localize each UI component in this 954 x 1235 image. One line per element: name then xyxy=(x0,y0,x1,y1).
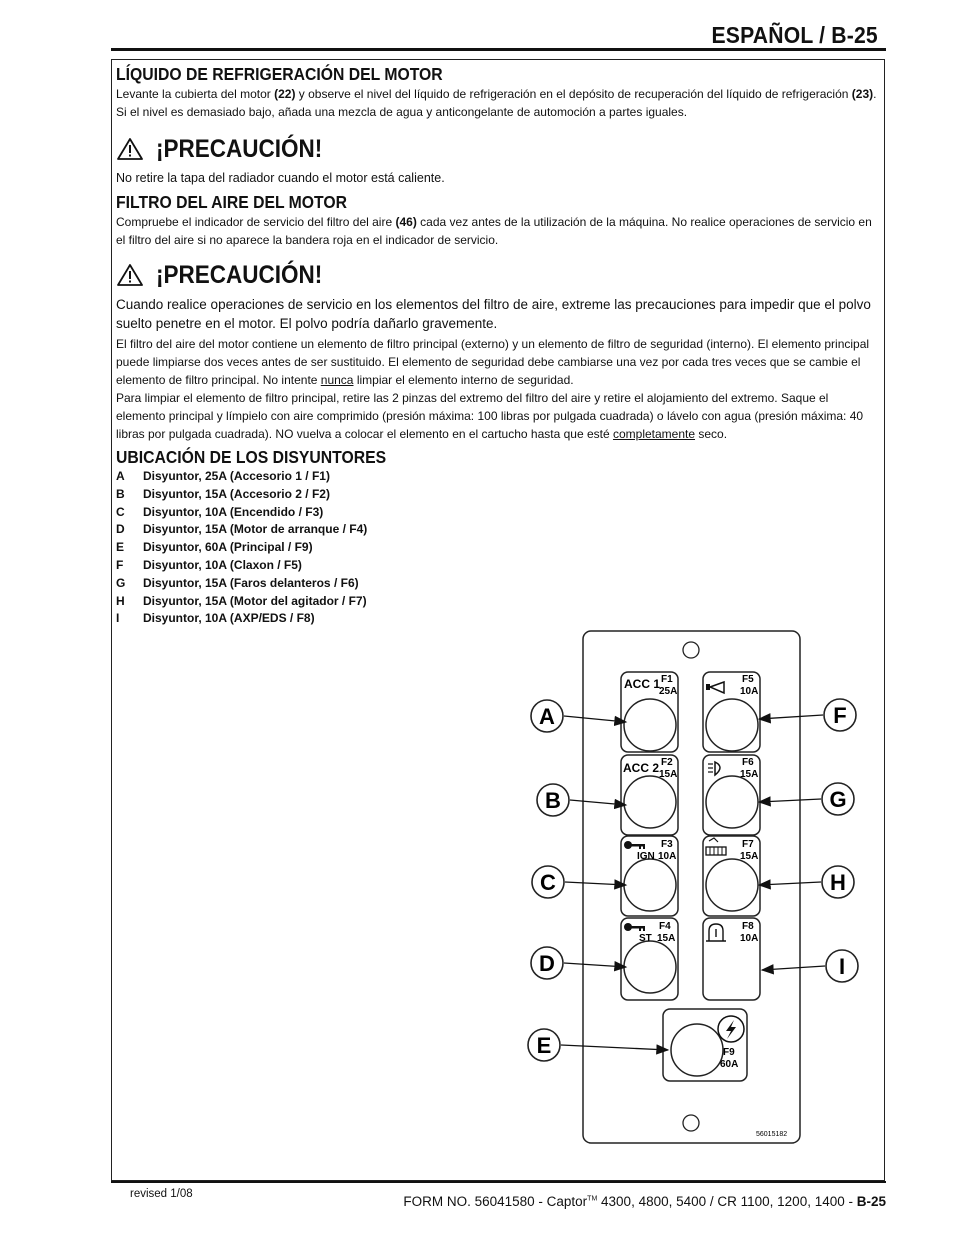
header-rule xyxy=(111,48,886,51)
list-item: I Disyuntor, 10A (AXP/EDS / F8) xyxy=(116,611,315,626)
page-title: ESPAÑOL / B-25 xyxy=(711,22,878,48)
list-item: E Disyuntor, 60A (Principal / F9) xyxy=(116,540,313,555)
coolant-heading: LÍQUIDO DE REFRIGERACIÓN DEL MOTOR xyxy=(116,64,443,84)
svg-text:H: H xyxy=(830,870,846,895)
svg-text:ST: ST xyxy=(639,933,652,944)
svg-text:G: G xyxy=(829,787,847,812)
svg-text:D: D xyxy=(539,951,555,976)
svg-text:10A: 10A xyxy=(740,686,759,697)
caution-title: ¡PRECAUCIÓN! xyxy=(156,260,323,289)
form-number: FORM NO. 56041580 - Captor™ 4300, 4800, 5400 / CR 1100, 1200, 1400 - B-25 xyxy=(403,1194,886,1209)
svg-text:25A: 25A xyxy=(659,686,678,697)
svg-text:A: A xyxy=(539,704,555,729)
svg-text:60A: 60A xyxy=(720,1059,739,1070)
revision-note: revised 1/08 xyxy=(130,1188,193,1200)
list-item: C Disyuntor, 10A (Encendido / F3) xyxy=(116,504,324,519)
warning-icon xyxy=(116,137,144,161)
svg-text:15A: 15A xyxy=(657,933,676,944)
part-number: 56015182 xyxy=(756,1131,788,1138)
caution-2 xyxy=(116,255,878,295)
caution-title: ¡PRECAUCIÓN! xyxy=(156,134,323,163)
caution-1-text: No retire la tapa del radiador cuando el motor está caliente. xyxy=(116,171,445,185)
svg-text:B: B xyxy=(545,788,561,813)
svg-text:ACC 1: ACC 1 xyxy=(624,677,661,691)
footer-rule xyxy=(111,1181,886,1183)
svg-text:F4: F4 xyxy=(659,921,671,932)
filter-paragraph: El filtro del aire del motor contiene un elemento de filtro principal (externo) y un elemento de filtro de seguridad (interno). El elemento principal puede limpiarse dos veces antes de ser sustituido. El elemento de seguridad debe cambiarse una vez por cada tres veces que se cambie el elemento de filtro principal. No intente nunca limpiar el elemento interno de seguridad. xyxy=(116,337,870,387)
svg-text:15A: 15A xyxy=(740,769,759,780)
svg-text:F2: F2 xyxy=(661,757,673,768)
svg-text:10A: 10A xyxy=(740,933,759,944)
svg-text:F3: F3 xyxy=(661,839,673,850)
list-item: A Disyuntor, 25A (Accesorio 1 / F1) xyxy=(116,469,330,483)
svg-text:15A: 15A xyxy=(659,769,678,780)
list-item: D Disyuntor, 15A (Motor de arranque / F4) xyxy=(116,522,368,537)
breaker-panel-diagram xyxy=(520,625,865,1150)
svg-text:15A: 15A xyxy=(740,851,759,862)
breaker-f1 xyxy=(621,672,678,752)
breaker-list xyxy=(116,468,878,628)
caution-2-text: Cuando realice operaciones de servicio en los elementos del filtro de aire, extreme las precauciones para impedir que el polvo suelto penetre en el motor. El polvo podría dañarlo gravemente. xyxy=(116,297,871,331)
cleaning-paragraph: Para limpiar el elemento de filtro principal, retire las 2 pinzas del extremo del filtro del aire y retire el alojamiento del extremo. Saque el elemento principal y límpielo con aire comprimido (presión máxima: 100 libras por pulgada cuadrada) o lávelo con agua (presión máxima: 40 libras por pulgada cuadrada). NO vuelva a colocar el elemento en el cartucho hasta que esté completamente seco. xyxy=(116,391,864,441)
svg-text:F5: F5 xyxy=(742,674,754,685)
svg-text:F: F xyxy=(833,703,847,728)
caution-1 xyxy=(116,129,878,169)
svg-text:F9: F9 xyxy=(723,1047,735,1058)
svg-text:E: E xyxy=(536,1033,552,1058)
list-item: G Disyuntor, 15A (Faros delanteros / F6) xyxy=(116,575,359,590)
svg-text:F1: F1 xyxy=(661,674,673,685)
list-item: F Disyuntor, 10A (Claxon / F5) xyxy=(116,557,302,572)
svg-text:F7: F7 xyxy=(742,839,754,850)
svg-text:I: I xyxy=(838,954,846,979)
warning-icon xyxy=(116,263,144,287)
svg-text:IGN: IGN xyxy=(637,851,655,862)
svg-text:10A: 10A xyxy=(658,851,677,862)
page-content xyxy=(116,62,878,628)
svg-text:ACC 2: ACC 2 xyxy=(623,761,660,775)
svg-text:F8: F8 xyxy=(742,921,754,932)
svg-text:C: C xyxy=(540,870,556,895)
coolant-text: Levante la cubierta del motor (22) y observe el nivel del líquido de refrigeración en el depósito de recuperación del líquido de refrigeración (23). Si el nivel es demasiado bajo, añada una mezcla de agua y anticongelante de automoción a partes iguales. xyxy=(116,87,877,119)
list-item: B Disyuntor, 15A (Accesorio 2 / F2) xyxy=(116,486,330,501)
airfilter-text: Compruebe el indicador de servicio del filtro del aire (46) cada vez antes de la utilización de la máquina. No realice operaciones de servicio en el filtro del aire si no aparece la bandera roja en el indicador de servicio. xyxy=(116,215,872,247)
svg-text:F6: F6 xyxy=(742,757,754,768)
airfilter-heading: FILTRO DEL AIRE DEL MOTOR xyxy=(116,192,348,212)
breakers-heading: UBICACIÓN DE LOS DISYUNTORES xyxy=(116,447,387,467)
list-item: H Disyuntor, 15A (Motor del agitador / F7) xyxy=(116,593,367,608)
